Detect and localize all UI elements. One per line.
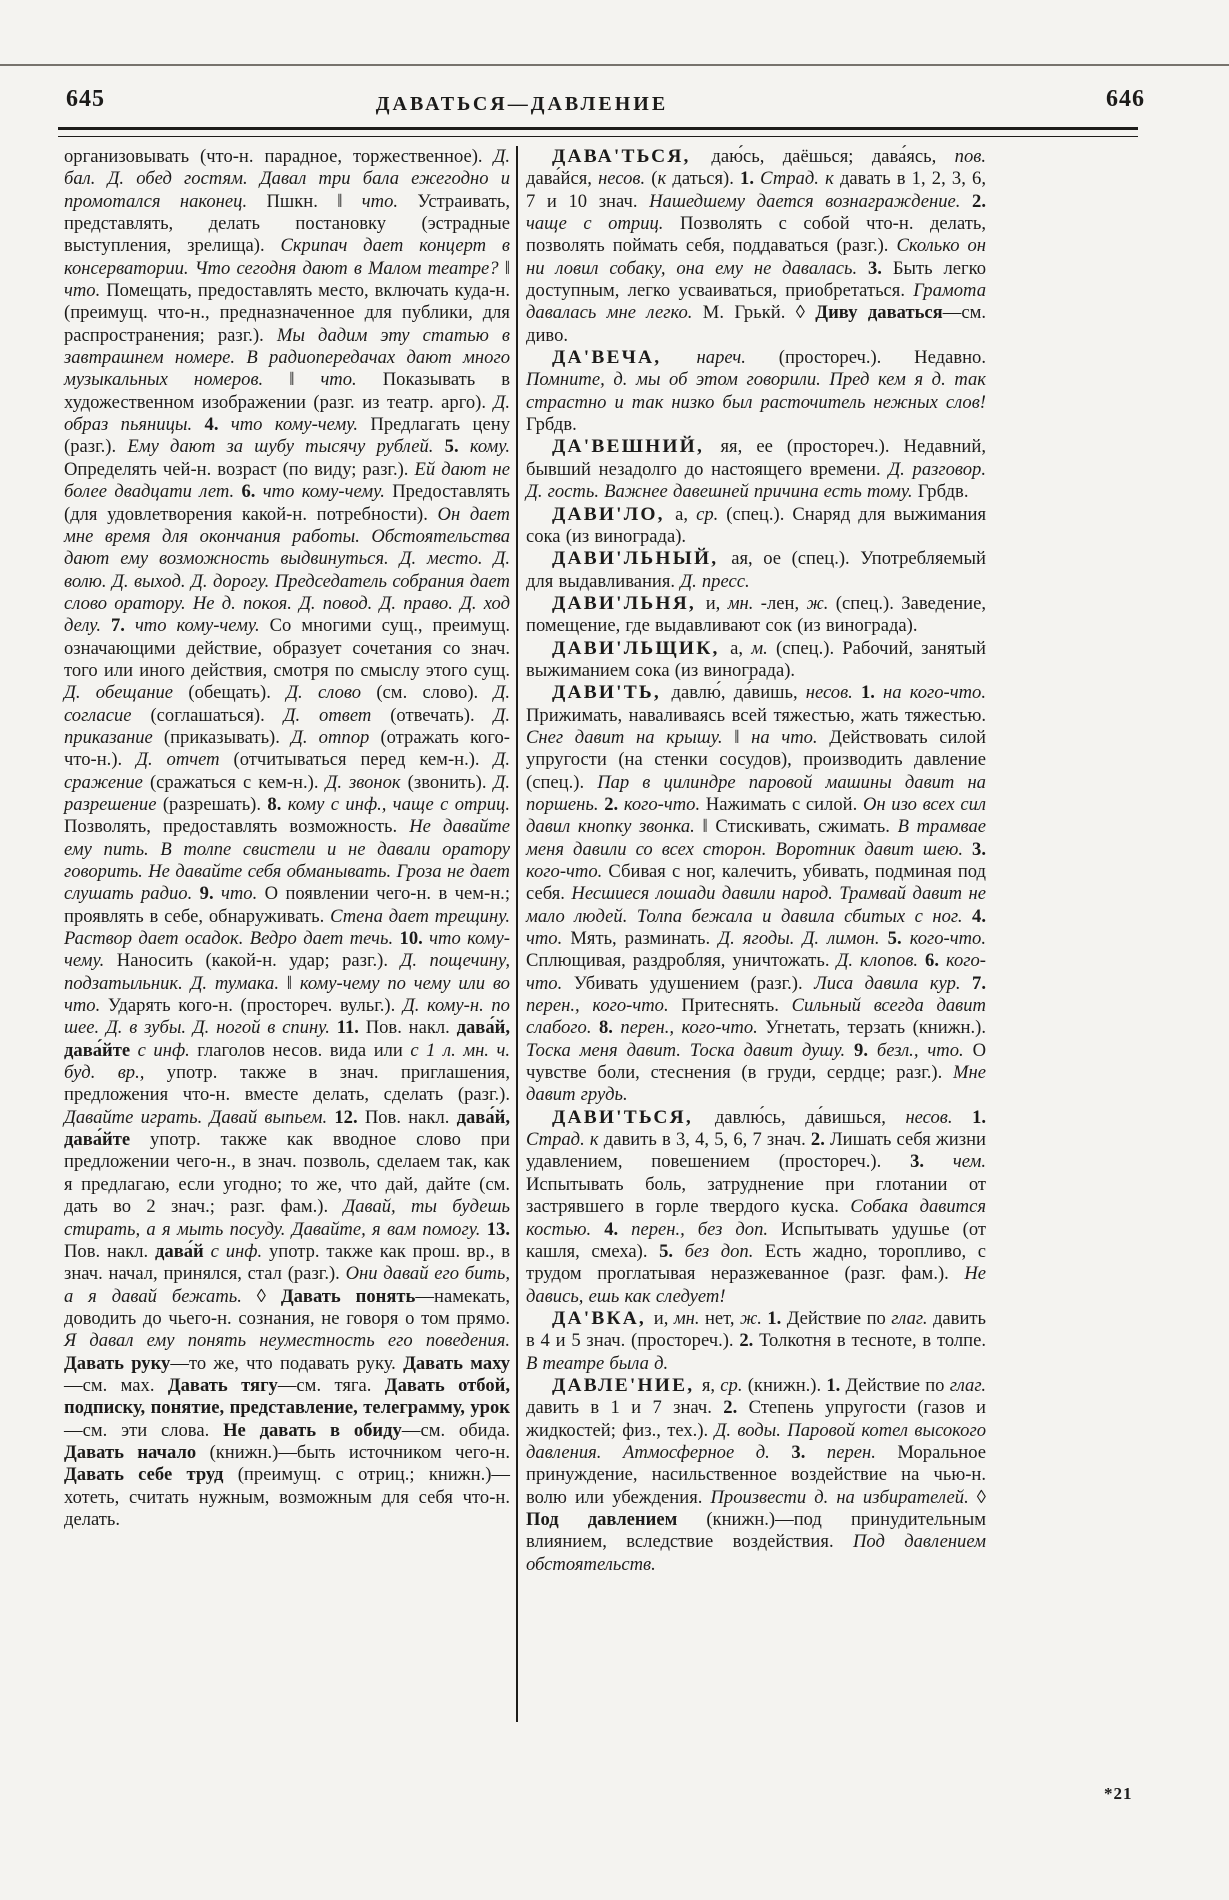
- text-run: —см. обида.: [401, 1419, 510, 1441]
- text-run: (преимущ. с отриц.; книжн.)—хотеть, считать нужным, возможным для себя что-н. делать.: [64, 1464, 510, 1530]
- text-run: Д. разговор. Д. гость. Важнее давешней причина есть тому.: [526, 458, 986, 503]
- text-run: ‖ Стискивать, сжимать.: [702, 816, 898, 838]
- text-run: 4.: [972, 905, 986, 927]
- text-run: 13.: [486, 1218, 510, 1240]
- text-run: ‖: [289, 369, 321, 391]
- text-run: с инф.: [137, 1039, 198, 1061]
- text-run: употр. также как прош. вр., в знач. начал, принялся, стал (разг.).: [64, 1240, 510, 1285]
- text-run: О чувстве боли, стеснения (в груди, сердце; разг.).: [526, 1039, 986, 1084]
- text-run: употр. также в знач. приглашения, предложения что-н. вместе делать, сделать (разг.).: [64, 1062, 510, 1106]
- text-run: (: [651, 168, 658, 190]
- text-run: Есть жадно, торопливо, с трудом проглатывая неразжеванное (разг. фам.).: [526, 1240, 987, 1285]
- text-run: Прижимать, наваливаясь всей тяжестью, жать тяжестью.: [526, 704, 986, 726]
- text-run: что кому-чему.: [64, 928, 510, 972]
- text-run: давить в 3, 4, 5, 6, 7 знач.: [603, 1129, 811, 1151]
- headword: ДАВИ'ТЬ,: [552, 682, 672, 704]
- text-run: Помещать, предоставлять место, включать куда-н. (преимущ. что-н., предназначенное для публики, для распространения; разг.).: [64, 280, 510, 346]
- text-run: —см. тяга.: [277, 1374, 385, 1396]
- entry-davecha: [526, 347, 986, 436]
- text-run: Убивать удушением (разг.).: [573, 972, 815, 994]
- text-run: Нашедшему дается вознаграждение.: [649, 190, 973, 212]
- text-run: ‖: [734, 726, 752, 748]
- text-run: давить в 4 и 5 знач. (простореч.).: [526, 1307, 987, 1352]
- column-left: [64, 146, 510, 1531]
- text-run: 7.: [972, 972, 986, 994]
- text-run: 1.: [860, 682, 884, 704]
- entry-davilny: [526, 548, 986, 593]
- text-run: с 1 л. мн. ч. буд. вр.,: [64, 1039, 510, 1084]
- text-run: мн.: [727, 592, 761, 614]
- text-run: Ей дают не более двадцати лет.: [64, 458, 510, 503]
- text-run: Д. кому-н. по шее. Д. в зубы. Д. ногой в спину.: [64, 995, 510, 1039]
- text-run: ж.: [806, 592, 836, 614]
- text-run: Пар в цилиндре паровой машины давит на поршень.: [526, 771, 986, 815]
- text-run: (книжн.).: [747, 1374, 827, 1396]
- text-run: (приказывать).: [163, 726, 292, 748]
- text-run: Тоска меня давит. Тоска давит душу.: [526, 1039, 855, 1061]
- text-run: Испытывать боль, затруднение при глотании от застрявшего в горле твердого куска.: [526, 1173, 986, 1218]
- text-run: Действовать силой упругости (на стенки сосудов), производить давление (спец.).: [526, 726, 987, 793]
- text-run: а,: [730, 637, 752, 659]
- text-run: Под давлением: [526, 1508, 707, 1530]
- text-run: Собака давится костью.: [526, 1196, 986, 1240]
- text-run: 11.: [336, 1017, 366, 1039]
- text-run: 9.: [854, 1039, 877, 1061]
- text-run: 5.: [444, 436, 470, 458]
- text-run: Действие по: [845, 1374, 950, 1396]
- text-run: Под давлением обстоятельств.: [526, 1531, 986, 1575]
- text-run: 4.: [204, 414, 231, 436]
- text-run: дава́й, дава́йте: [64, 1106, 511, 1151]
- text-run: —намекать, доводить до чьего-н. сознания, не говоря о том прямо.: [64, 1285, 510, 1329]
- text-run: (сражаться с кем-н.).: [149, 771, 326, 793]
- text-run: перен., без доп.: [631, 1218, 782, 1240]
- text-run: Предлагать цену (разг.).: [64, 414, 511, 458]
- text-run: Определять чей-н. возраст (по виду; разг.).: [64, 458, 415, 480]
- text-run: ср.: [720, 1374, 748, 1396]
- text-run: Давайте играть. Давай выпьем.: [64, 1106, 335, 1128]
- text-run: что кому-чему.: [134, 615, 270, 637]
- text-run: Скрипач дает концерт в консерватории. Что сегодня дают в Малом театре?: [64, 235, 510, 279]
- text-run: 3.: [910, 1151, 953, 1173]
- text-run: Страд. к: [760, 168, 840, 190]
- text-run: перен., кого-что.: [620, 1017, 766, 1039]
- text-run: к: [657, 168, 673, 190]
- text-run: Толкотня в тесноте, в толпе.: [759, 1330, 987, 1352]
- signature-mark: *21: [1104, 1784, 1133, 1803]
- text-run: Позволять с собой что-н. делать, позволять поймать себя, поддаваться (разг.).: [526, 213, 986, 257]
- text-run: Мне давит грудь.: [526, 1062, 986, 1106]
- text-run: Давать понять: [280, 1285, 416, 1307]
- text-run: несов.: [598, 168, 652, 190]
- text-run: ж.: [739, 1307, 768, 1329]
- text-run: что.: [320, 369, 383, 391]
- text-run: Пов. накл.: [365, 1017, 457, 1039]
- text-run: Лиса давила кур.: [814, 972, 973, 994]
- text-run: 8.: [598, 1017, 621, 1039]
- text-run: 1.: [972, 1106, 987, 1128]
- entry-davka: [526, 1308, 986, 1375]
- text-run: М. Грькй. ◊: [702, 302, 816, 324]
- text-run: 1.: [767, 1307, 787, 1329]
- text-run: (книжн.)—под принудительным влиянием, вследствие воздействия.: [526, 1508, 986, 1553]
- text-run: Я давал ему понять неуместность его поведения.: [64, 1330, 510, 1352]
- text-run: (отвечать).: [390, 704, 494, 726]
- text-run: В театре была д.: [526, 1352, 669, 1374]
- text-run: что.: [361, 190, 418, 212]
- text-run: Не давайте ему пить. В толпе свистели и не давали оратору говорить. Не давайте себя обманывать. Гроза не дает слушать радио.: [64, 816, 510, 905]
- text-run: —см. мах.: [64, 1374, 168, 1396]
- text-run: что кому-чему.: [262, 481, 393, 503]
- text-run: ◊: [976, 1486, 986, 1508]
- text-run: что кому-чему.: [230, 414, 371, 436]
- text-run: Он дает мне время для окончания работы. Обстоятельства дают ему возможность выдвинуться. Д. место. Д. волю. Д. выход. Д. дорогу. Председатель собрания дает слово оратору. Не д. покоя. Д. повод. Д. право. Д. ход делу.: [64, 503, 510, 637]
- text-run: нареч.: [696, 347, 779, 369]
- text-run: ‖: [286, 972, 300, 994]
- text-run: 3.: [972, 838, 986, 860]
- text-run: Страд. к: [526, 1129, 604, 1151]
- text-run: ср.: [696, 503, 727, 525]
- text-run: —то же, что подавать руку.: [170, 1352, 404, 1374]
- scan-edge-line: [0, 64, 1229, 66]
- text-run: В трамвае меня давили со всех сторон. Воротник давит шею.: [526, 816, 986, 860]
- text-run: чем.: [952, 1151, 987, 1173]
- text-run: 8.: [267, 793, 288, 815]
- text-run: Нажимать с силой.: [705, 793, 863, 815]
- entry-davilo: [526, 504, 986, 549]
- text-run: Д. пощечину, подзатыльник. Д. тумака.: [64, 950, 510, 994]
- headword: ДАВИ'ЛЬЩИК,: [552, 637, 731, 659]
- text-run: что.: [64, 280, 107, 302]
- text-run: Притеснять.: [681, 995, 792, 1017]
- text-run: Не давись, ешь как следует!: [526, 1263, 986, 1307]
- text-run: 6.: [925, 950, 946, 972]
- text-run: 1.: [740, 168, 761, 190]
- text-run: 12.: [334, 1106, 365, 1128]
- headword: ДА'ВЕЧА,: [552, 347, 697, 369]
- text-run: (разрешать).: [162, 793, 268, 815]
- text-run: Он изо всех сил давил кнопку звонка.: [526, 793, 986, 838]
- text-run: (книжн.)—быть источником чего-н.: [209, 1441, 510, 1463]
- text-run: Д. бал. Д. обед гостям. Давал три бала ежегодно и промотался наконец.: [64, 146, 510, 212]
- text-run: ◊: [256, 1285, 281, 1307]
- text-run: ‖: [504, 257, 510, 279]
- text-run: Д. клопов.: [836, 950, 926, 972]
- text-run: давать в 1, 2, 3, 6, 7 и 10 знач.: [526, 168, 986, 212]
- text-run: 2.: [604, 793, 624, 815]
- text-run: Д. обещание: [64, 682, 189, 704]
- text-run: 2.: [739, 1330, 760, 1352]
- text-run: Д. воды. Паровой котел высокого давления. Атмосферное д.: [526, 1419, 986, 1463]
- text-run: даться).: [672, 168, 741, 190]
- text-run: Д. слово: [286, 682, 377, 704]
- text-run: кого-что.: [909, 928, 986, 950]
- text-run: 4.: [604, 1218, 632, 1240]
- text-run: кого-что.: [526, 861, 609, 882]
- text-run: Грамота давалась мне легко.: [526, 280, 986, 324]
- text-run: Быть легко доступным, легко усваиваться, приобретаться.: [526, 257, 986, 302]
- text-run: Давать себе труд: [64, 1464, 238, 1486]
- text-run: Давай, ты будешь стирать, а я мыть посуду. Давайте, я вам помогу.: [64, 1196, 510, 1240]
- text-run: Предоставлять (для удовлетворения какой-н. потребности).: [64, 481, 510, 525]
- text-run: Они давай его бить, а я давай бежать.: [64, 1263, 510, 1307]
- text-run: что.: [526, 928, 571, 950]
- page-number-left: 645: [66, 86, 105, 112]
- text-run: Давать руку: [64, 1352, 171, 1374]
- headword: ДА'ВКА,: [552, 1307, 654, 1329]
- entry-davilnya: [526, 593, 986, 638]
- text-run: Произвести д. на избирателей.: [710, 1486, 977, 1508]
- text-run: Грбдв.: [526, 414, 577, 436]
- text-run: м.: [751, 637, 776, 659]
- text-run: дава́й, дава́йте: [64, 1017, 510, 1061]
- text-run: несов.: [905, 1106, 973, 1128]
- text-run: Мы дадим эту статью в завтрашнем номере. В радиопередачах дают много музыкальных номеров.: [64, 324, 510, 391]
- text-run: яя, ее (простореч.). Недавний, бывший незадолго до настоящего времени.: [526, 436, 986, 480]
- text-run: кому.: [469, 436, 511, 458]
- text-run: что.: [220, 883, 265, 905]
- entry-davat-continuation: [64, 146, 510, 1531]
- text-run: Д. ответ: [283, 704, 391, 726]
- text-run: Давать отбой, подписку, понятие, представление, телеграмму, урок: [64, 1374, 510, 1419]
- text-run: Д. приказание: [64, 704, 511, 748]
- text-run: давить в 1 и 7 знач.: [526, 1397, 724, 1419]
- text-run: даю́сь, даёшься; дава́ясь,: [711, 146, 955, 167]
- text-run: 9.: [199, 883, 221, 905]
- text-run: Показывать в художественном изображении (разг. из театр. арго).: [64, 369, 510, 413]
- text-run: чаще с отриц.: [526, 213, 680, 235]
- text-run: Стена дает трещину. Раствор дает осадок. Ведро дает течь.: [64, 905, 510, 950]
- text-run: ая, ое (спец.). Употребляемый для выдавливания.: [526, 548, 986, 592]
- text-run: Моральное принуждение, насильственное воздействие на чью-н. волю или убеждения.: [526, 1441, 986, 1508]
- text-run: 1.: [826, 1374, 846, 1396]
- entry-davlenie: [526, 1375, 986, 1576]
- text-run: несов.: [805, 682, 861, 704]
- text-run: Сколько он ни ловил собаку, она ему не давалась.: [526, 235, 987, 279]
- text-run: безл., что.: [876, 1039, 973, 1061]
- text-run: перен.: [826, 1441, 898, 1463]
- text-run: Давать маху: [403, 1352, 511, 1374]
- text-run: без доп.: [684, 1240, 765, 1262]
- text-run: пов.: [954, 146, 986, 167]
- text-run: 5.: [887, 928, 910, 950]
- headword: ДАВИ'ЛО,: [552, 503, 676, 525]
- entry-davilshchik: [526, 638, 986, 683]
- text-run: Давать тягу: [167, 1374, 278, 1396]
- text-run: 2.: [723, 1397, 749, 1419]
- text-run: употр. также как вводное слово при предложении чего-н., в знач. позволь, сделаем так, как я предлагаю, если угодно; то же, что дай, дайте (см. дать во 2 знач.; разг. фам.).: [64, 1129, 510, 1218]
- text-run: Пов. накл.: [64, 1240, 156, 1262]
- text-run: Ему дают за шубу тысячу рублей.: [127, 436, 445, 458]
- text-run: Снег давит на крышу.: [526, 726, 735, 748]
- text-run: Д. звонок: [325, 771, 408, 793]
- text-run: 7.: [111, 615, 135, 637]
- headword: ДАВЛЕ'НИЕ,: [552, 1374, 702, 1396]
- text-run: Не давать в обиду: [223, 1419, 402, 1441]
- headword: ДАВА'ТЬСЯ,: [552, 146, 712, 167]
- entry-davit: [526, 682, 986, 1107]
- text-run: (простореч.). Недавно.: [778, 347, 987, 369]
- text-run: 2.: [810, 1129, 831, 1151]
- text-run: давлю́сь, да́вишься,: [714, 1106, 906, 1128]
- header-rule: [58, 127, 1138, 137]
- text-run: Д. пресс.: [680, 570, 750, 592]
- entry-daveshniy: [526, 436, 986, 503]
- text-run: (спец.). Снаряд для выжимания сока (из винограда).: [526, 503, 987, 547]
- text-run: (отчитываться перед кем-н.).: [233, 749, 494, 771]
- text-run: глаголов несов. вида или: [197, 1039, 411, 1061]
- text-run: Диву даваться: [815, 302, 943, 324]
- text-run: Д. отпор: [291, 726, 381, 748]
- text-run: 2.: [972, 190, 986, 212]
- text-run: Пов. накл.: [364, 1106, 457, 1128]
- text-run: и,: [653, 1307, 674, 1329]
- text-run: 3.: [791, 1441, 827, 1463]
- text-run: Несшиеся лошади давили народ. Трамвай давит не мало людей. Толпа бежала и давила сбитых с ног.: [526, 883, 986, 927]
- text-run: давлю́, да́вишь,: [671, 682, 806, 704]
- headword: ДА'ВЕШНИЙ,: [552, 436, 721, 458]
- text-run: (звонить).: [407, 771, 494, 793]
- headword: ДАВИ'ЛЬНЫЙ,: [552, 548, 732, 570]
- text-run: -лен,: [760, 592, 807, 614]
- text-run: кого-что.: [623, 793, 706, 815]
- text-run: Ударять кого-н. (простореч. вульг.).: [107, 995, 403, 1017]
- column-divider-rule: [516, 146, 518, 1722]
- text-run: Д. образ пьяницы.: [64, 391, 510, 436]
- text-run: мн.: [673, 1307, 705, 1329]
- text-run: дава́й: [155, 1240, 211, 1262]
- entry-davatsya: [526, 146, 986, 347]
- text-run: кому с инф., чаще с отриц.: [287, 793, 510, 815]
- text-run: 3.: [868, 257, 893, 279]
- column-right: [526, 146, 986, 1576]
- text-run: (спец.). Рабочий, занятый выжиманием сока (из винограда).: [526, 637, 986, 681]
- running-title: ДАВАТЬСЯ—ДАВЛЕНИЕ: [375, 93, 669, 115]
- text-run: Мять, разминать.: [570, 928, 719, 950]
- text-run: (обещать).: [188, 682, 287, 704]
- text-run: Д. сражение: [64, 749, 510, 793]
- text-run: Пшкн. ‖: [266, 190, 362, 212]
- text-run: Испытывать удушье (от кашля, смеха).: [526, 1218, 987, 1262]
- text-run: Грбдв.: [917, 481, 969, 503]
- text-run: 6.: [241, 481, 263, 503]
- text-run: на кого-что.: [883, 682, 986, 704]
- text-run: с инф.: [210, 1240, 269, 1262]
- text-run: кого-что.: [526, 950, 986, 994]
- text-run: 10.: [399, 928, 430, 950]
- text-run: перен., кого-что.: [526, 995, 682, 1017]
- text-run: (отражать кого-что-н.).: [64, 726, 510, 771]
- text-run: 5.: [659, 1240, 685, 1262]
- text-run: Д. разрешение: [64, 771, 510, 815]
- text-run: Сплющивая, раздробляя, уничтожать.: [526, 950, 837, 972]
- headword: ДАВИ'ЛЬНЯ,: [552, 592, 706, 614]
- text-run: организовывать (что-н. парадное, торжественное).: [64, 146, 494, 167]
- text-run: (см. слово).: [376, 682, 494, 704]
- text-run: Со многими сущ., преимущ. означающими действие, образует сочетания со знач. того или иного действия, смотря по смыслу этого сущ.: [64, 615, 510, 681]
- text-run: Действие по: [786, 1307, 892, 1329]
- text-run: Лишать себя жизни удавлением, повешением (простореч.).: [526, 1129, 986, 1173]
- text-run: —см. эти слова.: [64, 1419, 224, 1441]
- text-run: Позволять, предоставлять возможность.: [64, 816, 410, 838]
- text-run: Сильный всегда давит слабого.: [526, 995, 986, 1039]
- entry-davitsya: [526, 1107, 986, 1308]
- headword: ДАВИ'ТЬСЯ,: [552, 1106, 715, 1128]
- text-run: Устраивать, представлять, делать постановку (эстрадные выступления, зрелища).: [64, 190, 510, 257]
- text-run: я,: [701, 1374, 721, 1396]
- text-run: дава́йся,: [526, 168, 599, 190]
- page-number-right: 646: [1106, 86, 1145, 112]
- text-run: Наносить (какой-н. удар; разг.).: [116, 950, 401, 972]
- text-run: и,: [705, 592, 728, 614]
- text-run: —см. диво.: [526, 302, 986, 346]
- text-run: (спец.). Заведение, помещение, где выдавливают сок (из винограда).: [526, 592, 987, 637]
- text-run: Степень упругости (газов и жидкостей; физ., тех.).: [526, 1397, 986, 1441]
- text-run: Д. ягоды. Д. лимон.: [718, 928, 888, 950]
- text-run: Угнетать, терзать (книжн.).: [765, 1017, 986, 1039]
- text-run: (соглашаться).: [150, 704, 284, 726]
- text-run: Помните, д. мы об этом говорили. Пред кем я д. так страстно и так низко был расточитель нежных слов!: [526, 369, 986, 413]
- text-run: О появлении чего-н. в чем-н.; проявлять в себе, обнаруживать.: [64, 883, 510, 927]
- text-run: а,: [675, 503, 697, 525]
- text-run: Д. согласие: [64, 682, 510, 726]
- text-run: Давать начало: [64, 1441, 210, 1463]
- text-run: нет,: [704, 1307, 740, 1329]
- text-run: Д. отчет: [136, 749, 234, 771]
- text-run: глаг.: [891, 1307, 933, 1329]
- text-run: Сбивая с ног, калечить, убивать, подминая под себя.: [526, 861, 986, 905]
- text-run: кому-чему по чему или во что.: [64, 972, 510, 1017]
- text-run: на что.: [751, 726, 830, 748]
- text-run: глаг.: [949, 1374, 986, 1396]
